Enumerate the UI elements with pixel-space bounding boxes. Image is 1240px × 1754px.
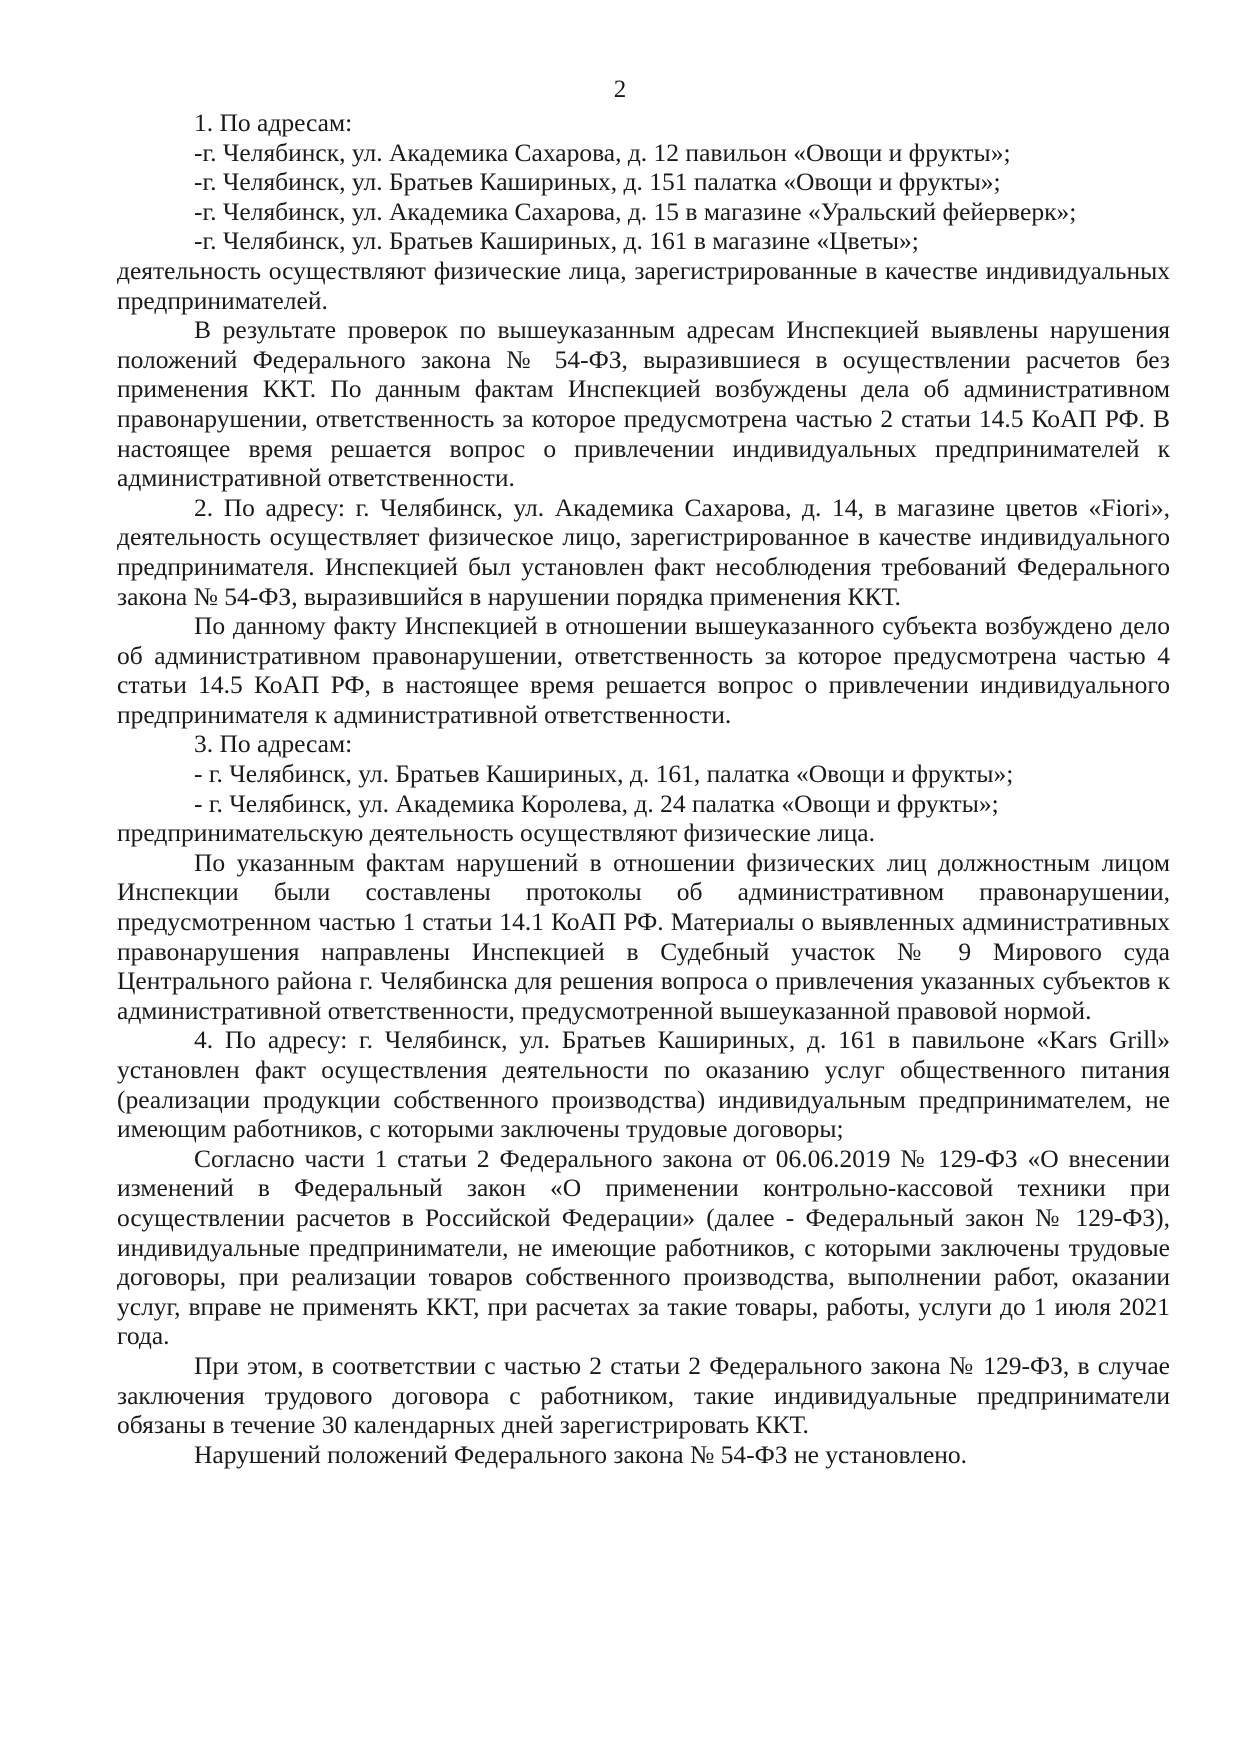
address-line: -г. Челябинск, ул. Академика Сахарова, д. 12 павильон «Овощи и фрукты»;: [194, 137, 1011, 167]
page-number: 2: [613, 76, 627, 103]
paragraph: 2. По адресу: г. Челябинск, ул. Академика Сахарова, д. 14, в магазине цветов «Fiori», деятельность осуществляет физическое лицо, зарегистрированное в качестве индивидуального предпринимателя. Инспекцией был установлен факт несоблюдения требований Федерального закона № 54-ФЗ, выразившийся в нарушении порядка применения ККТ.: [117, 492, 1170, 611]
list-heading: 1. По адресам:: [194, 108, 353, 137]
paragraph: При этом, в соответствии с частью 2 статьи 2 Федерального закона № 129-ФЗ, в случае заключения трудового договора с работником, такие индивидуальные предприниматели обязаны в течение 30 календарных дней зарегистрировать ККТ.: [117, 1350, 1170, 1440]
address-line: - г. Челябинск, ул. Академика Королева, д. 24 палатка «Овощи и фрукты»;: [194, 788, 999, 818]
paragraph: По данному факту Инспекцией в отношении вышеуказанного субъекта возбуждено дело об административном правонарушении, ответственность за которое предусмотрена частью 4 статьи 14.5 КоАП РФ, в настоящее время решается вопрос о привлечении индивидуального предпринимателя к административной ответственности.: [117, 611, 1170, 729]
paragraph: деятельность осуществляют физические лица, зарегистрированные в качестве индивидуальных предпринимателей.: [117, 255, 1170, 315]
document-body: [117, 108, 1170, 1469]
address-line: -г. Челябинск, ул. Академика Сахарова, д. 15 в магазине «Уральский фейерверк»;: [194, 196, 1077, 226]
paragraph: 4. По адресу: г. Челябинск, ул. Братьев Кашириных, д. 161 в павильоне «Kars Grill» установлен факт осуществления деятельности по оказанию услуг общественного питания (реализации продукции собственного производства) индивидуальным предпринимателем, не имеющим работников, с которыми заключены трудовые договоры;: [117, 1025, 1170, 1144]
paragraph: По указанным фактам нарушений в отношении физических лиц должностным лицом Инспекции были составлены протоколы об административном правонарушении, предусмотренном частью 1 статьи 14.1 КоАП РФ. Материалы о выявленных административных правонарушения направлены Инспекцией в Судебный участок № 9 Мирового суда Центрального района г. Челябинска для решения вопроса о привлечения указанных субъектов к административной ответственности, предусмотренной вышеуказанной правовой нормой.: [117, 847, 1170, 1025]
address-line: - г. Челябинск, ул. Братьев Кашириных, д. 161, палатка «Овощи и фрукты»;: [194, 759, 1014, 789]
list-heading: 3. По адресам:: [194, 729, 353, 759]
paragraph: Нарушений положений Федерального закона № 54-ФЗ не установлено.: [194, 1439, 968, 1469]
paragraph: предпринимательскую деятельность осуществляют физические лица.: [117, 818, 875, 848]
paragraph: В результате проверок по вышеуказанным адресам Инспекцией выявлены нарушения положений Федерального закона № 54-ФЗ, выразившиеся в осуществлении расчетов без применения ККТ. По данным фактам Инспекцией возбуждены дела об административном правонарушении, ответственность за которое предусмотрена частью 2 статьи 14.5 КоАП РФ. В настоящее время решается вопрос о привлечении индивидуальных предпринимателей к административной ответственности.: [117, 315, 1170, 493]
paragraph: Согласно части 1 статьи 2 Федерального закона от 06.06.2019 № 129-ФЗ «О внесении изменений в Федеральный закон «О применении контрольно-кассовой техники при осуществлении расчетов в Российской Федерации» (далее - Федеральный закон № 129-ФЗ), индивидуальные предприниматели, не имеющие работников, с которыми заключены трудовые договоры, при реализации товаров собственного производства, выполнении работ, оказании услуг, вправе не применять ККТ, при расчетах за такие товары, работы, услуги до 1 июля 2021 года.: [117, 1143, 1170, 1351]
address-line: -г. Челябинск, ул. Братьев Кашириных, д. 161 в магазине «Цветы»;: [194, 226, 919, 256]
address-line: -г. Челябинск, ул. Братьев Кашириных, д. 151 палатка «Овощи и фрукты»;: [194, 167, 1001, 197]
